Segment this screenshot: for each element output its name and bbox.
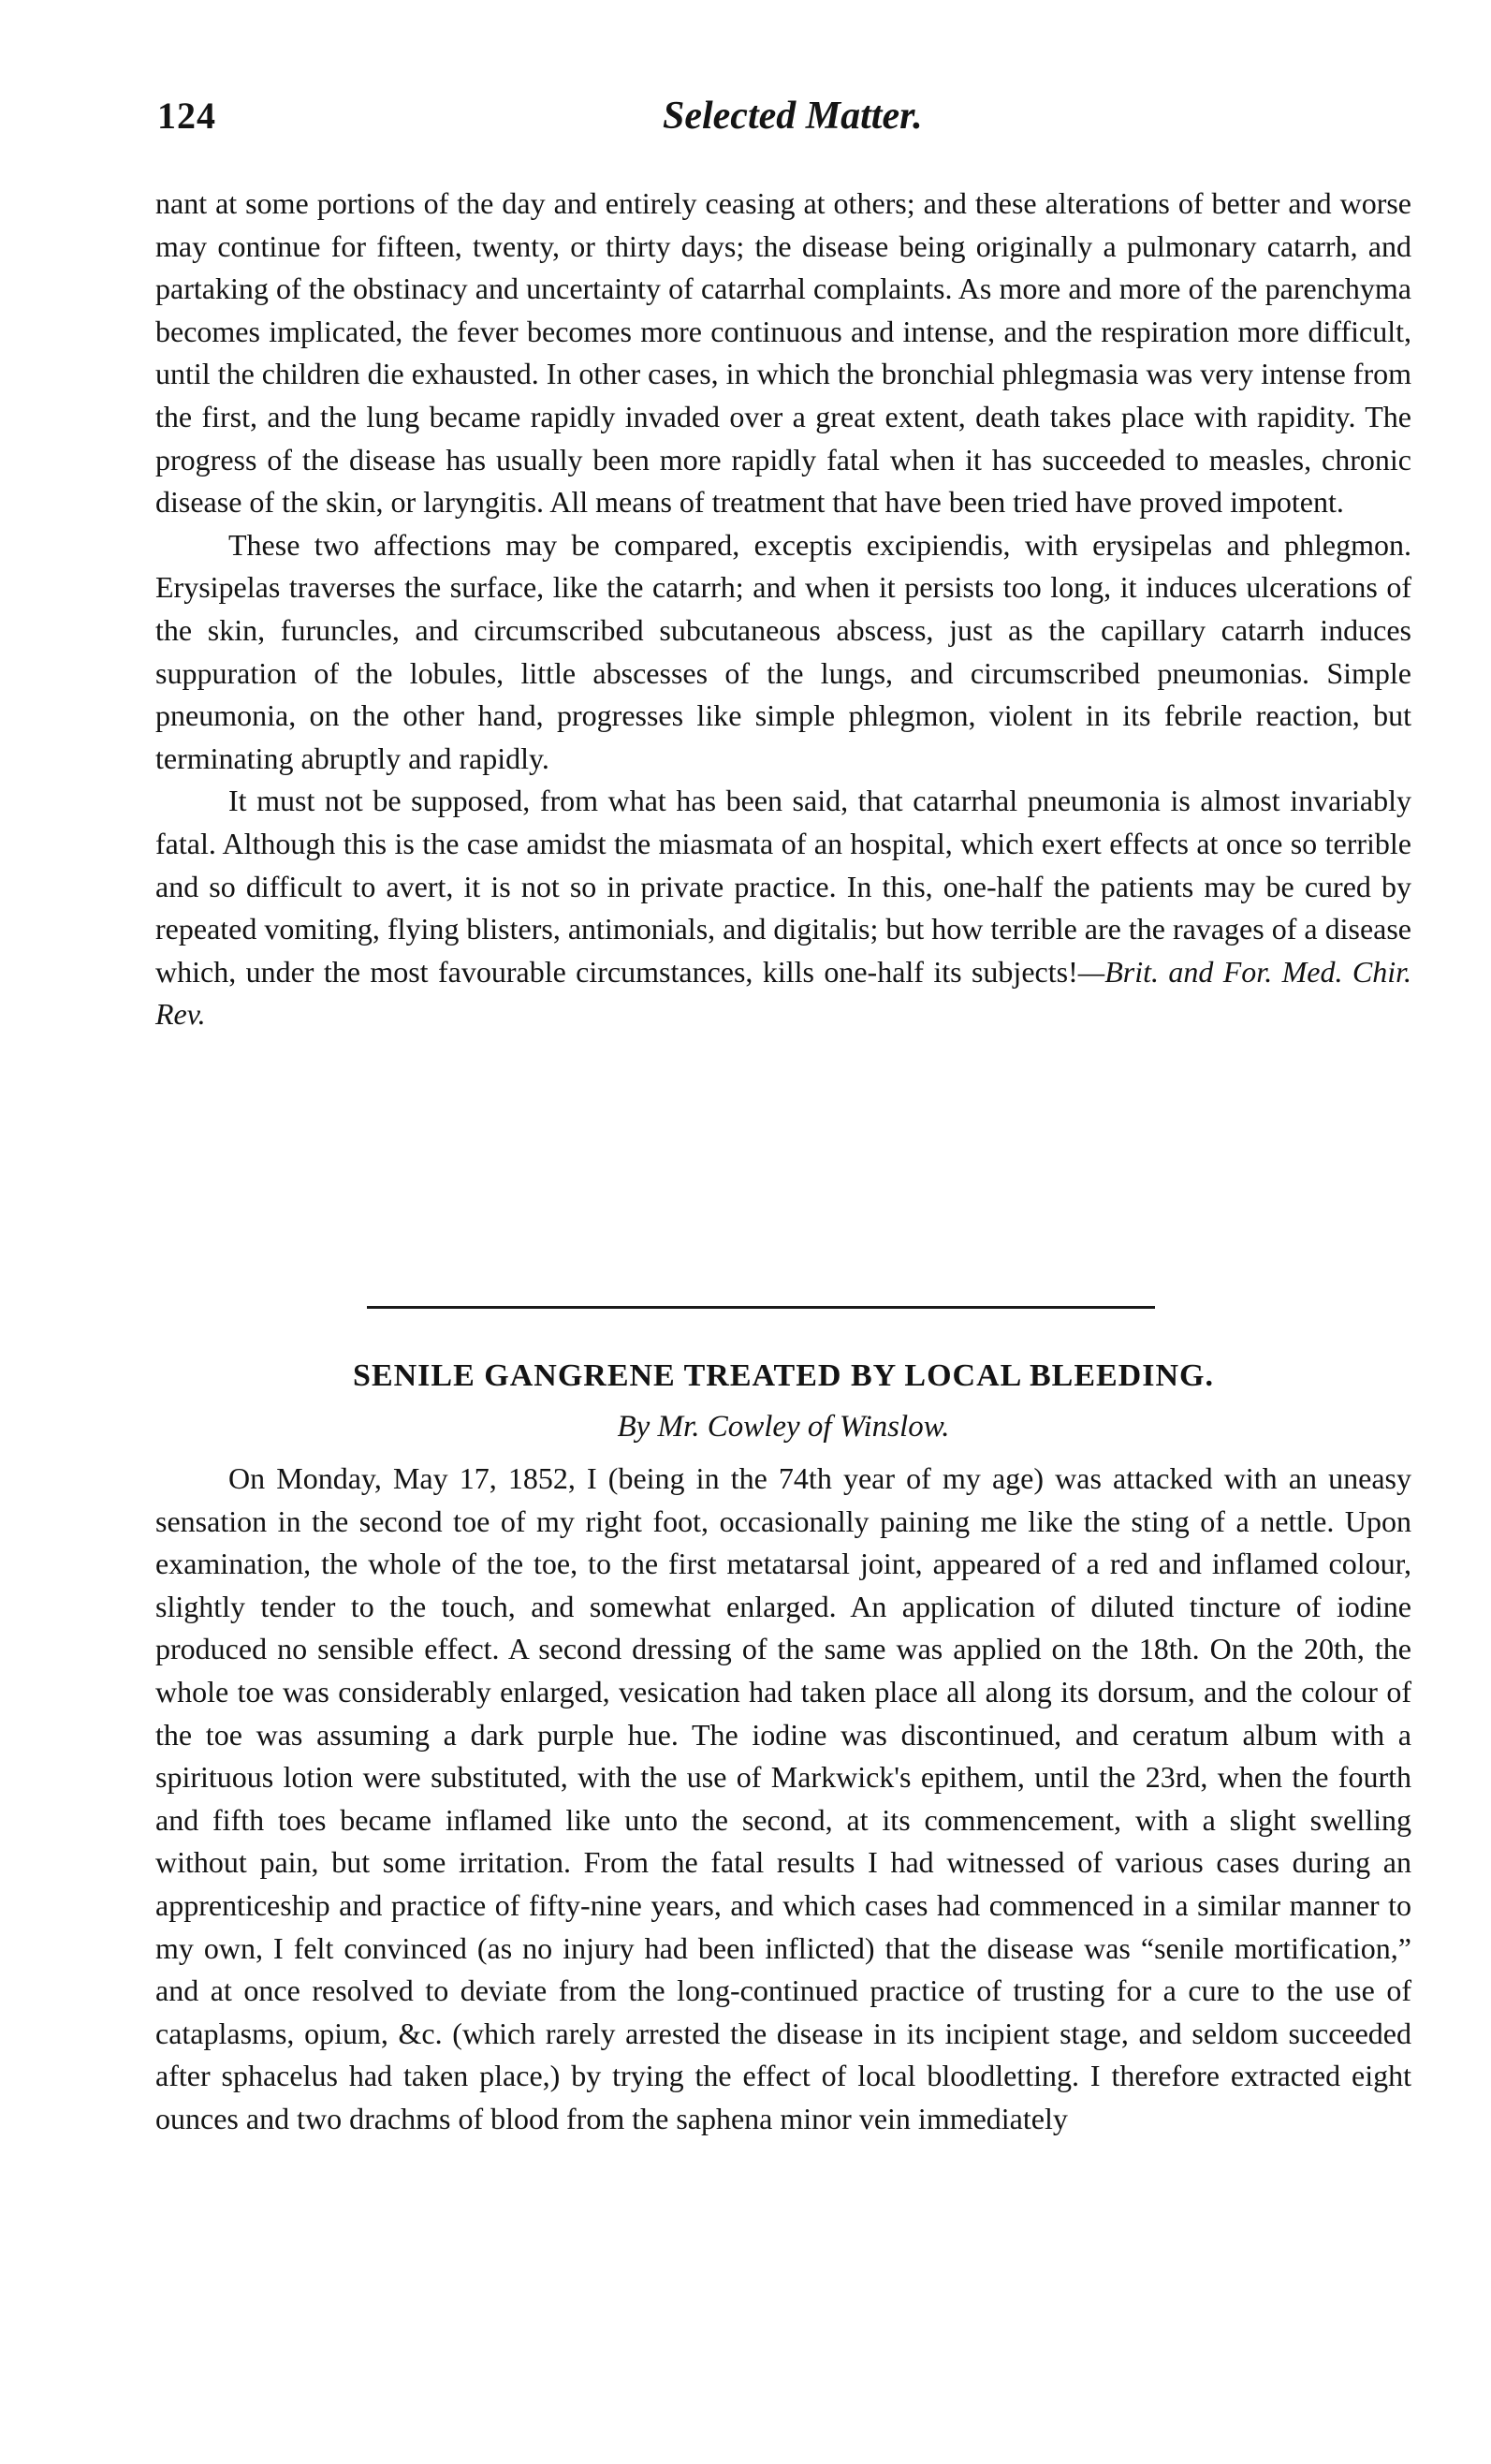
page-number: 124 bbox=[157, 95, 216, 137]
source-citation: —Brit. and For. Med. Chir. Rev. bbox=[155, 954, 1412, 1032]
paragraph-continuation: nant at some portions of the day and entirely ceasing at others; and these alterations of better and worse may continue for fifteen, twenty, or thirty days; the disease being originally a pulmonary catarrh, and partaking of the obstinacy and uncertainty of catarrhal complaints. As more and more of the parenchyma becomes implicated, the fever becomes more continuous and intense, and the respiration more difficult, until the children die exhausted. In other cases, in which the bronchial phlegmasia was very intense from the first, and the lung became rapidly invaded over a great extent, death takes place with rapidity. The progress of the disease has usually been more rapidly fatal when it has succeeded to measles, chronic disease of the skin, or laryngitis. All means of treatment that have been tried have proved impotent. bbox=[155, 186, 1411, 520]
section-divider bbox=[367, 1306, 1155, 1309]
article-body bbox=[155, 1458, 1411, 2141]
article-title: SENILE GANGRENE TREATED BY LOCAL BLEEDING. bbox=[353, 1358, 1214, 1393]
page-header bbox=[157, 94, 1411, 150]
running-head: Selected Matter. bbox=[663, 95, 923, 138]
paragraph-comparison: These two affections may be compared, exceptis excipiendis, with erysipelas and phlegmon. Erysipelas traverses the surface, like the catarrh; and when it persists too long, it induces ulcerations of the skin, furuncles, and circumscribed subcutaneous abscess, just as the capillary catarrh induces suppuration of the lobules, little abscesses of the lungs, and circumscribed pneumonias. Simple pneumonia, on the other hand, progresses like simple phlegmon, violent in its febrile reaction, but terminating abruptly and rapidly. bbox=[155, 527, 1411, 775]
article-paragraph: On Monday, May 17, 1852, I (being in the 74th year of my age) was attacked with an uneasy sensation in the second toe of my right foot, occasionally paining me like the sting of a nettle. Upon examination, the whole of the toe, to the first metatarsal joint, appeared of a red and inflamed colour, slightly tender to the touch, and somewhat enlarged. An application of diluted tincture of iodine produced no sensible effect. A second dressing of the same was applied on the 18th. On the 20th, the whole toe was considerably enlarged, vesication had taken place all along its dorsum, and the colour of the toe was assuming a dark purple hue. The iodine was discontinued, and ceratum album with a spirituous lotion were substituted, with the use of Markwick's epithem, until the 23rd, when the fourth and fifth toes became inflamed like unto the second, at its commencement, with a slight swelling without pain, but some irritation. From the fatal results I had witnessed of various cases during an apprenticeship and practice of fifty-nine years, and which cases had commenced in a similar manner to my own, I felt convinced (as no injury had been inflicted) that the disease was “senile mortification,” and at once resolved to deviate from the long-continued practice of trusting for a cure to the use of cataplasms, opium, &c. (which rarely arrested the disease in its incipient stage, and seldom succeeded after sphacelus had taken place,) by trying the effect of local bloodletting. I therefore extracted eight ounces and two drachms of blood from the saphena minor vein immediately bbox=[155, 1461, 1411, 2135]
prognosis-text: It must not be supposed, from what has been said, that catarrhal pneumonia is almost invariably fatal. Although this is the case amidst the miasmata of an hospital, which exert effects at once so terrible and so difficult to avert, it is not so in private practice. In this, one-half the patients may be cured by repeated vomiting, flying blisters, antimonials, and digitalis; but how terrible are the ravages of a disease which, under the most favourable circumstances, kills one-half its subjects! bbox=[155, 784, 1411, 989]
previous-article-continuation bbox=[155, 183, 1411, 1036]
paragraph-prognosis bbox=[155, 780, 1411, 1036]
article-byline: By Mr. Cowley of Winslow. bbox=[617, 1410, 950, 1444]
